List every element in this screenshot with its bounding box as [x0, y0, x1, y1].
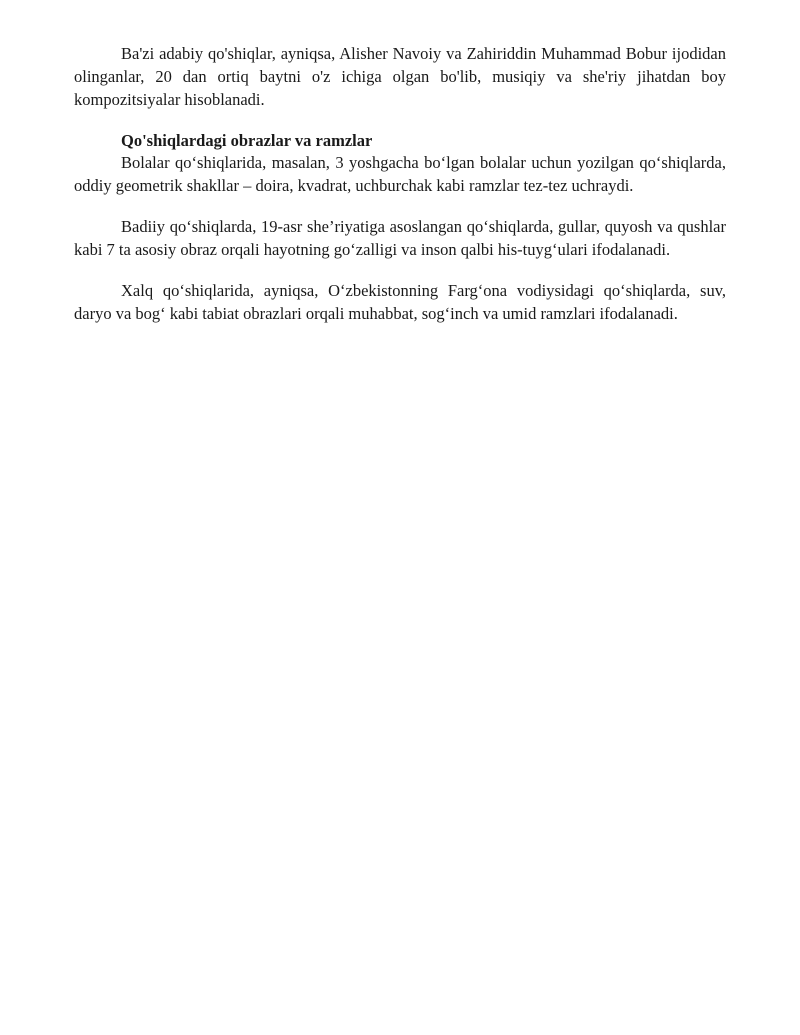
document-page	[74, 42, 726, 325]
paragraph-folk-songs: Xalq qo‘shiqlarida, ayniqsa, O‘zbekistonning Farg‘ona vodiysidagi qo‘shiqlarda, suv, daryo va bog‘ kabi tabiat obrazlari orqali muhabbat, sog‘inch va umid ramzlari ifodalanadi.	[74, 281, 726, 323]
section-heading: Qo'shiqlardagi obrazlar va ramzlar	[121, 131, 373, 150]
paragraph-artistic-songs: Badiiy qo‘shiqlarda, 19-asr she’riyatiga asoslangan qo‘shiqlarda, gullar, quyosh va qushlar kabi 7 ta asosiy obraz orqali hayotning go‘zalligi va inson qalbi his-tuyg‘ulari ifodalanadi.	[74, 217, 726, 259]
paragraph-literary-songs: Ba'zi adabiy qo'shiqlar, ayniqsa, Alisher Navoiy va Zahiriddin Muhammad Bobur ijodidan olinganlar, 20 dan ortiq baytni o'z ichiga olgan bo'lib, musiqiy va she'riy jihatdan boy kompozitsiyalar hisoblanadi.	[74, 44, 726, 109]
paragraph-children-songs: Bolalar qo‘shiqlarida, masalan, 3 yoshgacha bo‘lgan bolalar uchun yozilgan qo‘shiqlarda, oddiy geometrik shakllar – doira, kvadrat, uchburchak kabi ramzlar tez-tez uchraydi.	[74, 153, 726, 195]
